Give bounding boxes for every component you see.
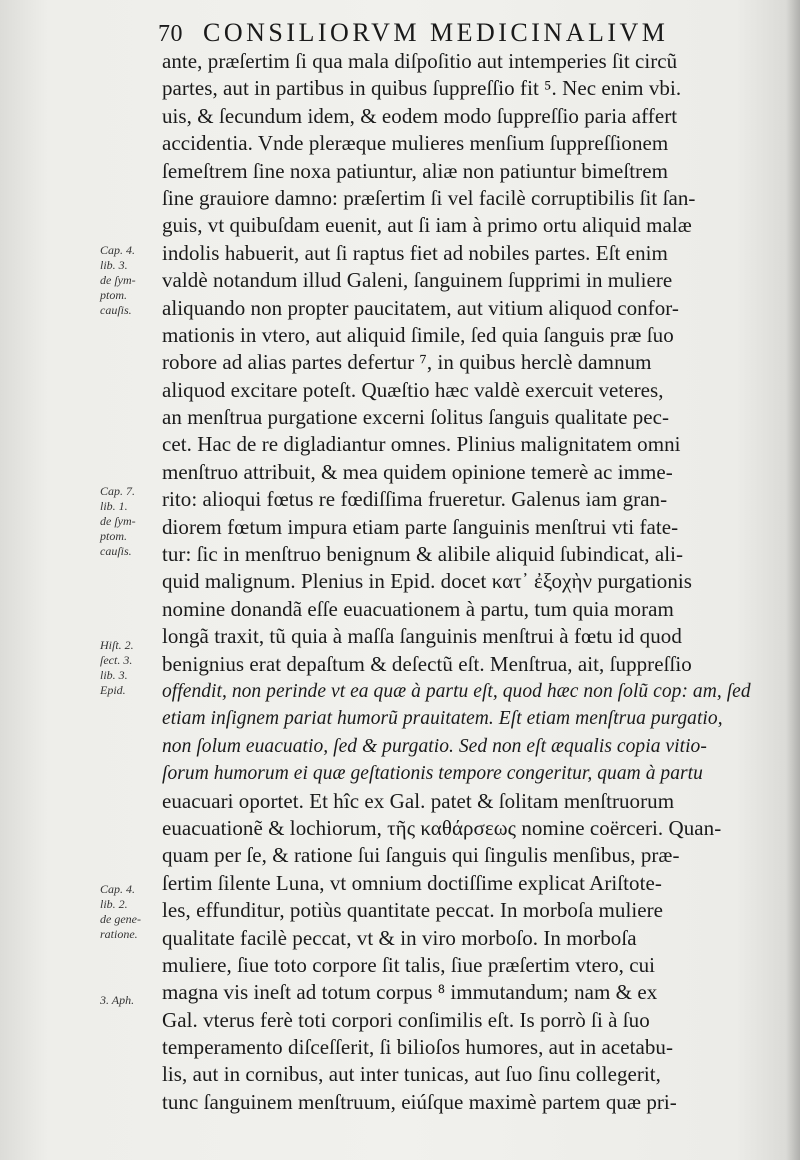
text-line: diorem fœtum impura etiam parte ſanguinis menſtrui vti fate- — [162, 514, 679, 539]
margin-note — [100, 243, 158, 318]
text-line: aliquando non propter paucitatem, aut vitium aliquod confor- — [162, 295, 679, 320]
text-line: temperamento diſceſſerit, ſi bilioſos humores, aut in acetabu- — [162, 1035, 674, 1060]
body-text — [162, 48, 780, 1116]
margin-note-line: Cap. 4. — [100, 243, 136, 257]
margin-note-line: ſect. 3. — [100, 653, 133, 667]
running-head — [158, 18, 778, 52]
text-line: Gal. vterus ferè toti corpori conſimilis eſt. Is porrò ſi à ſuo — [162, 1007, 650, 1032]
page-number: 70 — [158, 21, 183, 47]
margin-note-line: lib. 3. — [100, 668, 128, 682]
text-line: valdè notandum illud Galeni, ſanguinem ſupprimi in muliere — [162, 268, 673, 293]
margin-note-line: Cap. 7. — [100, 484, 136, 498]
margin-note-line: Cap. 4. — [100, 882, 136, 896]
margin-note-line: ptom. — [100, 288, 127, 302]
text-line: accidentia. Vnde pleræque mulieres menſium ſuppreſſionem — [162, 131, 669, 156]
text-line: quam per ſe, & ratione ſui ſanguis qui ſingulis menſibus, præ- — [162, 843, 680, 868]
text-line: quid malignum. Plenius in Epid. docet κατ᾽ ἐξοχὴν purgationis — [162, 569, 692, 594]
text-line: qualitate facilè peccat, vt & in viro morboſo. In morboſa — [162, 925, 637, 950]
text-line: les, effunditur, potiùs quantitate peccat. In morboſa muliere — [162, 898, 663, 923]
text-line: offendit, non perinde vt ea quæ à partu eſt, quod hæc non ſolũ cop: am, ſed — [162, 680, 751, 702]
text-line: tur: ſic in menſtruo benignum & alibile aliquid ſubindicat, ali- — [162, 542, 684, 567]
margin-note-line: Hiſt. 2. — [100, 638, 134, 652]
margin-note-line: cauſis. — [100, 303, 132, 317]
text-line: ſertim ſilente Luna, vt omnium doctiſſime explicat Ariſtote- — [162, 870, 662, 895]
text-line: ſine grauiore damno: præſertim ſi vel facilè corruptibilis ſit ſan- — [162, 185, 696, 210]
text-line: aliquod excitare poteſt. Quæſtio hæc valdè exercuit veteres, — [162, 377, 664, 402]
margin-note-line: de gene- — [100, 912, 141, 926]
text-line: cet. Hac de re digladiantur omnes. Plinius malignitatem omni — [162, 432, 681, 457]
text-line: nomine donandã eſſe euacuationem à partu, tum quia moram — [162, 596, 674, 621]
text-line: robore ad alias partes defertur ⁷, in quibus herclè damnum — [162, 350, 652, 375]
text-line: rito: alioqui fœtus re fœdiſſima frueretur. Galenus iam gran- — [162, 487, 668, 512]
text-line: ſemeſtrem ſine noxa patiuntur, aliæ non patiuntur bimeſtrem — [162, 158, 668, 183]
gutter-shadow — [786, 0, 800, 1160]
margin-note — [100, 484, 158, 559]
running-title: CONSILIORVM MEDICINALIVM — [203, 18, 669, 47]
text-line: tunc ſanguinem menſtruum, eiúſque maximè partem quæ pri- — [162, 1089, 677, 1114]
margin-note-line: cauſis. — [100, 544, 132, 558]
text-line: guis, vt quibuſdam euenit, aut ſi iam à primo ortu aliquid malæ — [162, 213, 692, 238]
margin-note — [100, 638, 158, 698]
margin-note-line: 3. Aph. — [100, 993, 135, 1007]
text-line: menſtruo attribuit, & mea quidem opinione temerè ac imme- — [162, 459, 673, 484]
margin-note-line: lib. 3. — [100, 258, 128, 272]
text-line: longã traxit, tũ quia à maſſa ſanguinis menſtrui à fœtu id quod — [162, 624, 682, 649]
text-line: an menſtrua purgatione excerni ſolitus ſanguis qualitate pec- — [162, 405, 670, 430]
margin-note — [100, 882, 158, 942]
margin-note-line: de ſym- — [100, 514, 136, 528]
text-line: lis, aut in cornibus, aut inter tunicas, aut ſuo ſinu collegerit, — [162, 1062, 661, 1087]
margin-note-line: lib. 2. — [100, 897, 128, 911]
text-line: muliere, ſiue toto corpore ſit talis, ſiue præſertim vtero, cui — [162, 952, 656, 977]
text-line: non ſolum euacuatio, ſed & purgatio. Sed non eſt æqualis copia vitio- — [162, 735, 707, 757]
text-line: magna vis ineſt ad totum corpus ⁸ immutandum; nam & ex — [162, 980, 658, 1005]
margin-note-line: ptom. — [100, 529, 127, 543]
margin-note-line: lib. 1. — [100, 499, 128, 513]
text-line: etiam inſignem pariat humorũ prauitatem. Eſt etiam menſtrua purgatio, — [162, 708, 723, 730]
margin-note-line: de ſym- — [100, 273, 136, 287]
text-line: euacuari oportet. Et hîc ex Gal. patet & ſolitam menſtruorum — [162, 788, 675, 813]
text-line: ſorum humorum ei quæ geſtationis tempore congeritur, quam à partu — [162, 763, 703, 785]
text-line: partes, aut in partibus in quibus ſuppreſſio fit ⁵. Nec enim vbi. — [162, 76, 682, 101]
text-line: mationis in vtero, aut aliquid ſimile, ſed quia ſanguis præ ſuo — [162, 322, 674, 347]
text-line: indolis habuerit, aut ſi raptus fiet ad nobiles partes. Eſt enim — [162, 240, 668, 265]
margin-note-line: Epid. — [100, 683, 126, 697]
text-line: uis, & ſecundum idem, & eodem modo ſuppreſſio paria affert — [162, 103, 678, 128]
text-line: benignius erat depaſtum & deſectũ eſt. Menſtrua, ait, ſuppreſſio — [162, 651, 692, 676]
margin-note — [100, 993, 158, 1008]
text-line: euacuationẽ & lochiorum, τῆς καθάρσεως nomine coërceri. Quan- — [162, 815, 722, 840]
text-line: ante, præſertim ſi qua mala diſpoſitio aut intemperies ſit circũ — [162, 49, 678, 73]
margin-note-line: ratione. — [100, 927, 138, 941]
